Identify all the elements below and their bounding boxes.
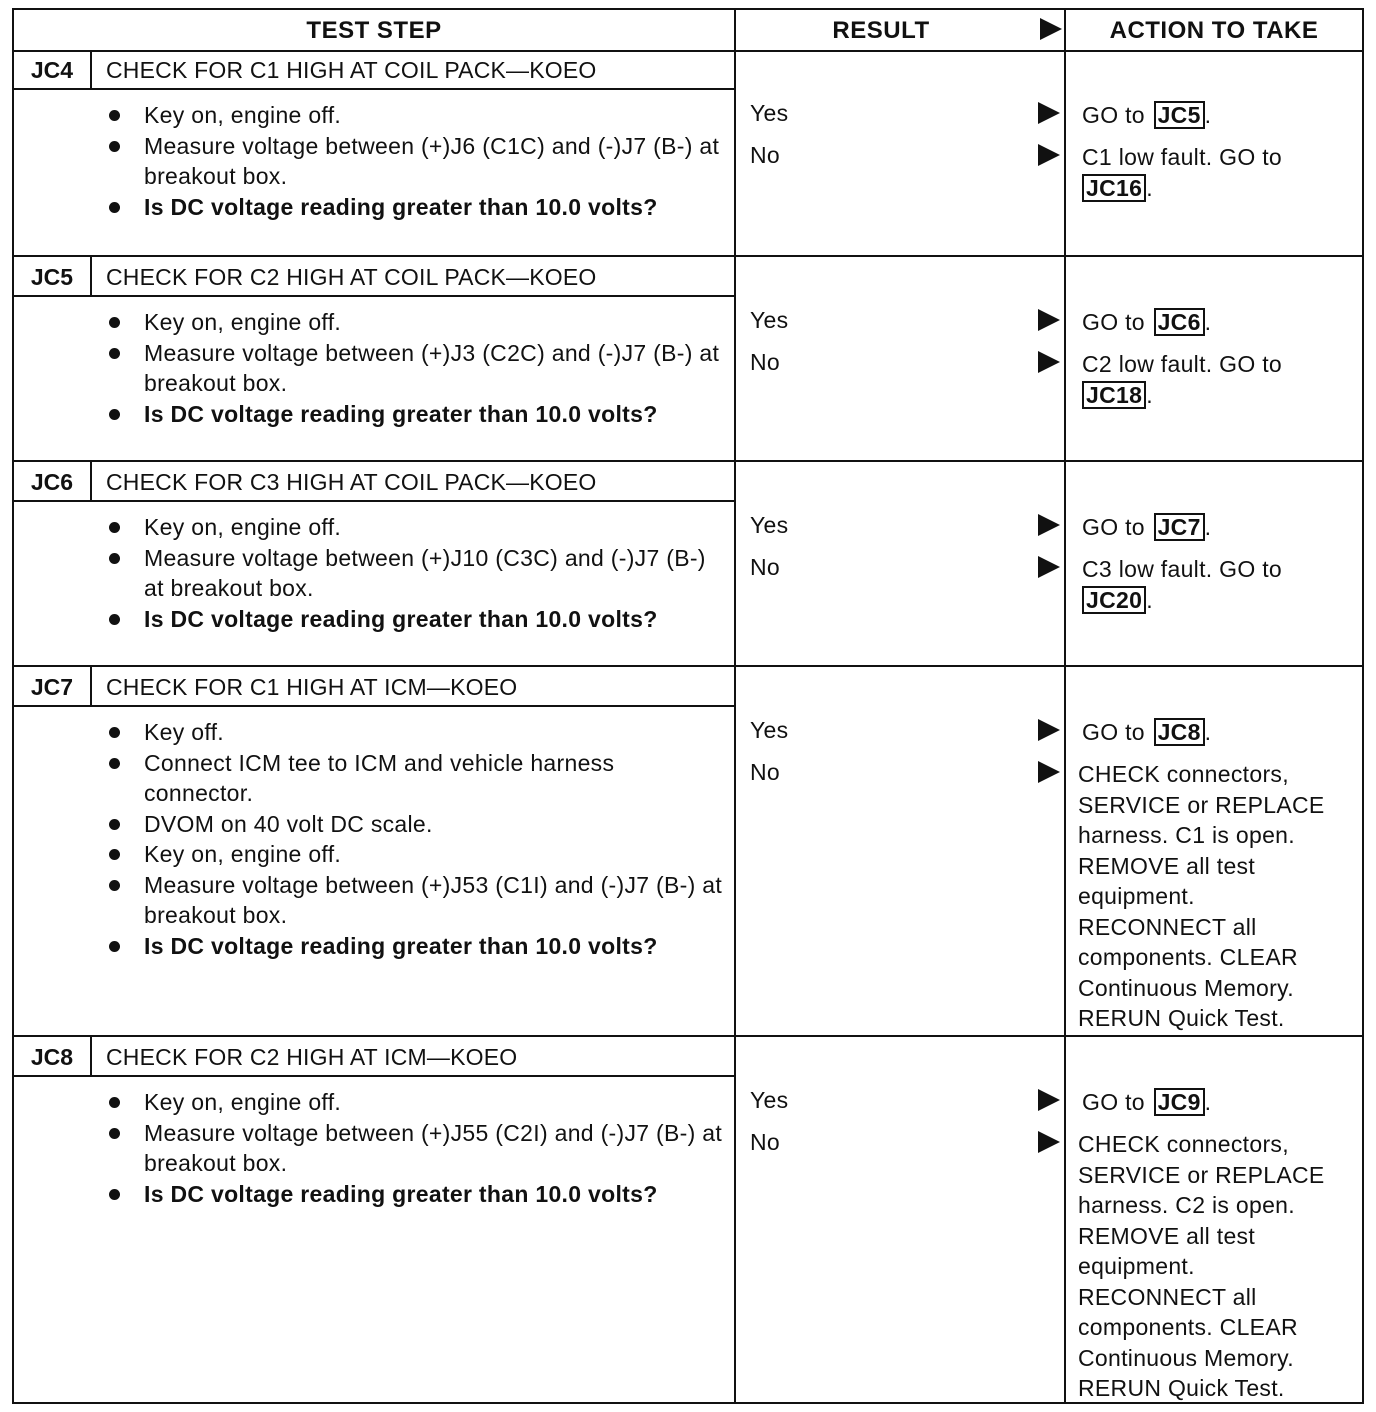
instruction-item: Key on, engine off.	[104, 307, 724, 338]
no-action: CHECK connectors, SERVICE or REPLACE harness. C1 is open. REMOVE all test equipment. RECONNECT all components. CLEAR Continuous Memory. RERUN Quick Test.	[1078, 761, 1325, 1031]
step-id: JC7	[14, 667, 92, 705]
step-instructions	[104, 100, 724, 222]
step-row-jc5	[14, 255, 1362, 460]
step-title: CHECK FOR C2 HIGH AT COIL PACK—KOEO	[106, 264, 597, 290]
bullet-icon	[109, 1128, 120, 1139]
diagnostic-table	[12, 8, 1364, 1404]
step-reference[interactable]: JC5	[1154, 101, 1205, 129]
arrow-right-icon	[1040, 18, 1062, 40]
instruction-item: Key off.	[104, 717, 724, 748]
step-header	[14, 1037, 734, 1077]
question-item: Is DC voltage reading greater than 10.0 volts?	[104, 604, 724, 635]
instruction-item: Measure voltage between (+)J53 (C1I) and (-)J7 (B-) at breakout box.	[104, 870, 724, 931]
instruction-item: Measure voltage between (+)J10 (C3C) and (-)J7 (B-) at breakout box.	[104, 543, 724, 604]
question-item: Is DC voltage reading greater than 10.0 volts?	[104, 931, 724, 962]
bullet-icon	[109, 819, 120, 830]
step-instructions	[104, 1087, 724, 1209]
arrow-right-icon	[1038, 1089, 1060, 1111]
step-reference[interactable]: JC9	[1154, 1088, 1205, 1116]
step-reference[interactable]: JC6	[1154, 308, 1205, 336]
bullet-icon	[109, 880, 120, 891]
no-action: C1 low fault. GO to JC16 .	[1082, 144, 1282, 201]
header-action: ACTION TO TAKE	[1109, 17, 1319, 44]
bullet-icon	[109, 317, 120, 328]
bullet-icon	[109, 941, 120, 952]
yes-action: GO to JC5 .	[1082, 102, 1212, 128]
bullet-icon	[109, 1097, 120, 1108]
bullet-icon	[109, 522, 120, 533]
action-cell	[1064, 462, 1362, 665]
step-id: JC8	[14, 1037, 92, 1075]
arrow-right-icon	[1038, 102, 1060, 124]
no-action: C2 low fault. GO to JC18 .	[1082, 351, 1282, 408]
action-cell	[1064, 667, 1362, 1035]
action-cell	[1064, 257, 1362, 460]
yes-action: GO to JC7 .	[1082, 514, 1212, 540]
question-item: Is DC voltage reading greater than 10.0 volts?	[104, 192, 724, 223]
step-id: JC6	[14, 462, 92, 500]
step-reference[interactable]: JC18	[1082, 381, 1146, 409]
bullet-icon	[109, 849, 120, 860]
result-yes: Yes	[750, 717, 789, 743]
bullet-icon	[109, 409, 120, 420]
bullet-icon	[109, 202, 120, 213]
instruction-item: DVOM on 40 volt DC scale.	[104, 809, 724, 840]
instruction-item: Key on, engine off.	[104, 512, 724, 543]
instruction-item: Measure voltage between (+)J55 (C2I) and (-)J7 (B-) at breakout box.	[104, 1118, 724, 1179]
step-title: CHECK FOR C1 HIGH AT COIL PACK—KOEO	[106, 57, 597, 83]
instruction-item: Connect ICM tee to ICM and vehicle harness connector.	[104, 748, 724, 809]
bullet-icon	[109, 758, 120, 769]
instruction-item: Key on, engine off.	[104, 100, 724, 131]
bullet-icon	[109, 614, 120, 625]
step-row-jc6	[14, 460, 1362, 665]
header-test-step: TEST STEP	[306, 17, 442, 44]
step-id: JC5	[14, 257, 92, 295]
step-header	[14, 462, 734, 502]
result-no: No	[750, 142, 781, 168]
no-action: CHECK connectors, SERVICE or REPLACE harness. C2 is open. REMOVE all test equipment. RECONNECT all components. CLEAR Continuous Memory. RERUN Quick Test.	[1078, 1131, 1325, 1401]
result-no: No	[750, 1129, 781, 1155]
bullet-icon	[109, 348, 120, 359]
step-title: CHECK FOR C2 HIGH AT ICM—KOEO	[106, 1044, 518, 1070]
bullet-icon	[109, 1189, 120, 1200]
action-cell	[1064, 50, 1362, 255]
step-reference[interactable]: JC20	[1082, 586, 1146, 614]
test-step-cell	[14, 257, 734, 460]
step-title: CHECK FOR C3 HIGH AT COIL PACK—KOEO	[106, 469, 597, 495]
bullet-icon	[109, 727, 120, 738]
test-step-cell	[14, 1037, 734, 1402]
yes-action: GO to JC8 .	[1082, 719, 1212, 745]
result-cell	[734, 257, 1064, 460]
instruction-item: Measure voltage between (+)J3 (C2C) and (-)J7 (B-) at breakout box.	[104, 338, 724, 399]
arrow-right-icon	[1038, 351, 1060, 373]
instruction-item: Measure voltage between (+)J6 (C1C) and (-)J7 (B-) at breakout box.	[104, 131, 724, 192]
step-instructions	[104, 307, 724, 429]
arrow-right-icon	[1038, 556, 1060, 578]
table-header	[14, 10, 1362, 52]
step-instructions	[104, 717, 724, 961]
step-row-jc8	[14, 1035, 1362, 1402]
question-item: Is DC voltage reading greater than 10.0 volts?	[104, 1179, 724, 1210]
result-yes: Yes	[750, 512, 789, 538]
test-step-cell	[14, 667, 734, 1035]
arrow-right-icon	[1038, 144, 1060, 166]
step-reference[interactable]: JC16	[1082, 174, 1146, 202]
yes-action: GO to JC9 .	[1082, 1089, 1212, 1115]
step-header	[14, 257, 734, 297]
result-cell	[734, 50, 1064, 255]
result-yes: Yes	[750, 100, 789, 126]
question-item: Is DC voltage reading greater than 10.0 volts?	[104, 399, 724, 430]
arrow-right-icon	[1038, 1131, 1060, 1153]
instruction-item: Key on, engine off.	[104, 839, 724, 870]
step-instructions	[104, 512, 724, 634]
bullet-icon	[109, 110, 120, 121]
step-reference[interactable]: JC7	[1154, 513, 1205, 541]
yes-action: GO to JC6 .	[1082, 309, 1212, 335]
test-step-cell	[14, 462, 734, 665]
arrow-right-icon	[1038, 761, 1060, 783]
action-cell	[1064, 1037, 1362, 1402]
bullet-icon	[109, 141, 120, 152]
test-step-cell	[14, 50, 734, 255]
step-row-jc7	[14, 665, 1362, 1035]
instruction-item: Key on, engine off.	[104, 1087, 724, 1118]
result-no: No	[750, 759, 781, 785]
result-no: No	[750, 349, 781, 375]
result-yes: Yes	[750, 1087, 789, 1113]
result-no: No	[750, 554, 781, 580]
step-id: JC4	[14, 50, 92, 88]
arrow-right-icon	[1038, 309, 1060, 331]
bullet-icon	[109, 553, 120, 564]
step-title: CHECK FOR C1 HIGH AT ICM—KOEO	[106, 674, 518, 700]
result-yes: Yes	[750, 307, 789, 333]
step-header	[14, 667, 734, 707]
step-reference[interactable]: JC8	[1154, 718, 1205, 746]
header-result: RESULT	[832, 17, 930, 44]
arrow-right-icon	[1038, 514, 1060, 536]
step-row-jc4	[14, 50, 1362, 255]
step-header	[14, 50, 734, 90]
arrow-right-icon	[1038, 719, 1060, 741]
no-action: C3 low fault. GO to JC20 .	[1082, 556, 1282, 613]
result-cell	[734, 667, 1064, 1035]
result-cell	[734, 462, 1064, 665]
result-cell	[734, 1037, 1064, 1402]
